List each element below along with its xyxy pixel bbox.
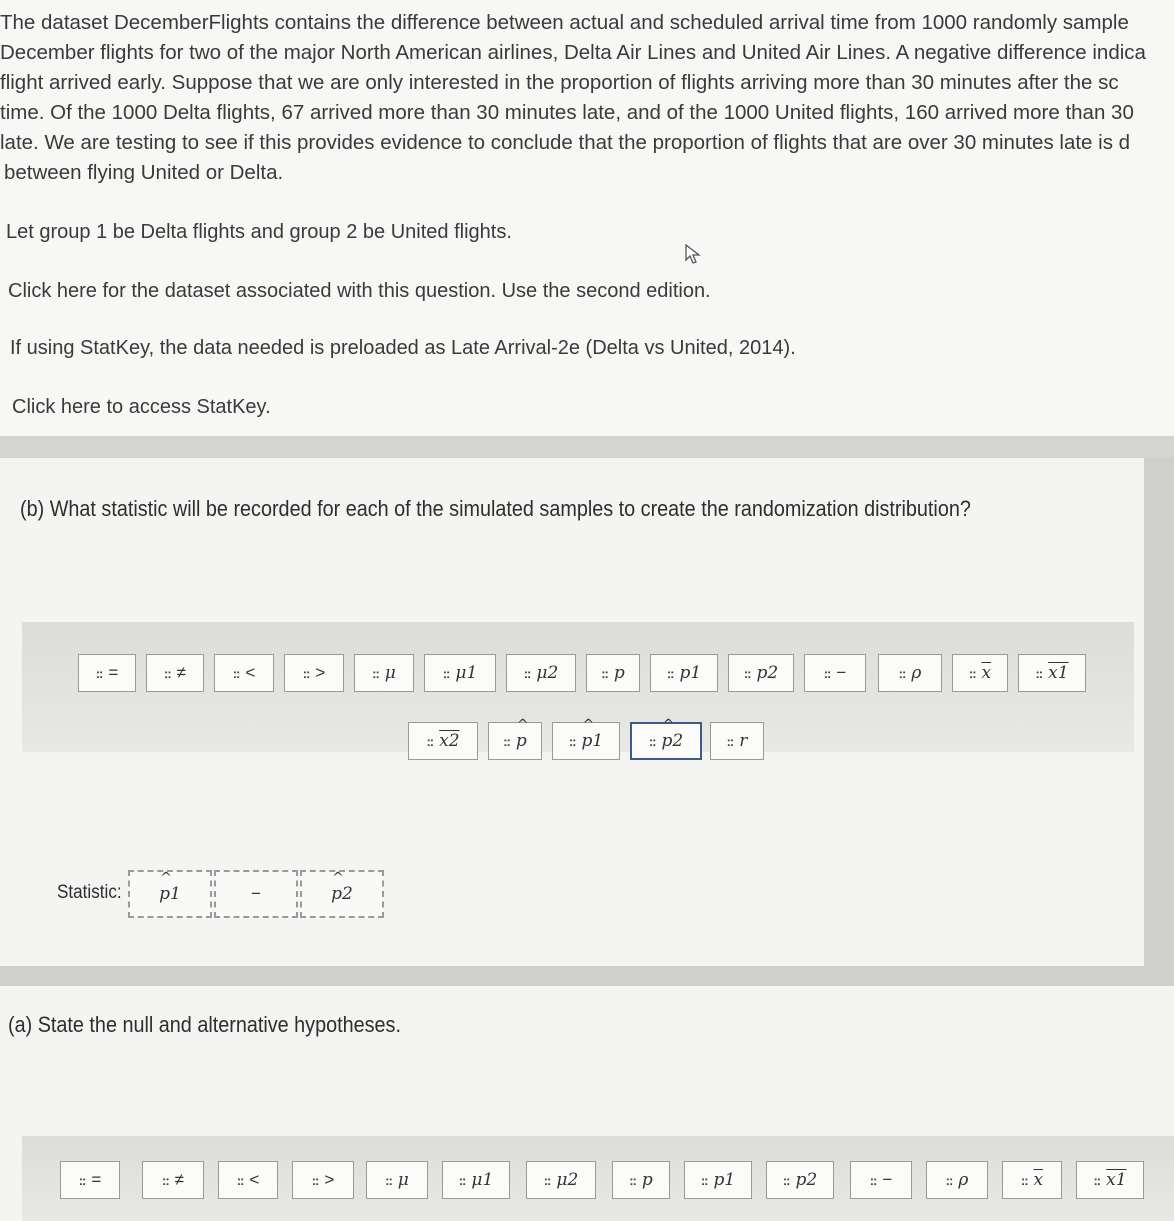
tile-label: x1 (1048, 663, 1069, 683)
tile-label: p1 (713, 1170, 736, 1190)
drag-grip-icon: :: (629, 1172, 636, 1188)
tile-label: p1 (679, 663, 702, 683)
tile-equals[interactable] (78, 654, 136, 692)
tile-mu[interactable] (354, 654, 414, 692)
tile-xbar[interactable] (1002, 1161, 1062, 1199)
drag-grip-icon: :: (869, 1172, 877, 1188)
drag-grip-icon: :: (236, 1172, 244, 1188)
drag-grip-icon: :: (666, 665, 674, 681)
tile-label: p (641, 1170, 653, 1190)
tile-label: $\overline{x}$ (981, 663, 992, 683)
tile-label: μ2 (536, 663, 559, 683)
tile-label: μ2 (556, 1170, 579, 1190)
tile-p2[interactable] (728, 654, 794, 692)
problem-statement (0, 8, 1174, 188)
tile-greater-than[interactable] (292, 1161, 354, 1199)
tile-p1[interactable] (650, 654, 718, 692)
tile-xbar1[interactable] (1076, 1161, 1144, 1199)
tile-mu1[interactable] (424, 654, 496, 692)
drag-grip-icon: :: (95, 665, 103, 681)
statement-line: December flights for two of the major North American airlines, Delta Air Lines and United Air Lines. A negative difference indica (0, 41, 1146, 64)
tile-label: p2 (795, 1170, 818, 1190)
tile-minus[interactable] (804, 654, 866, 692)
drag-grip-icon: :: (1035, 665, 1043, 681)
tile-label: x2 (439, 731, 460, 751)
statistic-label: Statistic: (57, 882, 122, 903)
tile-label: < (249, 1170, 260, 1189)
tile-r[interactable] (710, 722, 764, 760)
tile-label: p2 (756, 663, 779, 683)
statistic-slot-3[interactable] (300, 870, 384, 918)
statement-line: late. We are testing to see if this provides evidence to conclude that the proportion of flights that are over 30 minutes late is d (0, 131, 1131, 154)
tile-label: p (613, 663, 625, 683)
statement-line: flight arrived early. Suppose that we are only interested in the proportion of flights arriving more than 30 minutes after the sc (0, 71, 1119, 94)
mouse-pointer-icon (684, 244, 702, 266)
tile-label: ρ (911, 663, 922, 683)
tile-not-equal[interactable] (146, 654, 204, 692)
drag-grip-icon: :: (163, 665, 171, 681)
part-b-panel (0, 458, 1144, 966)
tile-phat[interactable] (488, 722, 542, 760)
tile-label: < (245, 663, 256, 682)
part-a-panel (0, 986, 1174, 1221)
problem-intro (0, 0, 1174, 436)
statistic-slot-2[interactable] (214, 870, 298, 918)
tile-mu1[interactable] (442, 1161, 510, 1199)
tile-label: ^ p1 (581, 731, 603, 751)
drag-grip-icon: :: (232, 665, 240, 681)
tile-less-than[interactable] (214, 654, 274, 692)
statkey-link[interactable]: Click here to access StatKey. (12, 396, 271, 418)
slot-value: ^ p1 (159, 884, 181, 904)
drag-grip-icon: :: (311, 1172, 319, 1188)
tile-p[interactable] (612, 1161, 670, 1199)
tile-label: ^ p2 (661, 731, 683, 751)
divider (0, 436, 1174, 458)
tile-label: ^ p (516, 731, 527, 751)
tile-phat2[interactable] (630, 722, 702, 760)
dataset-link[interactable]: Click here for the dataset associated with this question. Use the second edition. (8, 280, 711, 302)
slot-value: − (251, 884, 261, 903)
drag-grip-icon: :: (743, 665, 751, 681)
tile-phat1[interactable] (552, 722, 620, 760)
tile-rho[interactable] (878, 654, 942, 692)
drag-grip-icon: :: (945, 1172, 953, 1188)
tile-xbar[interactable] (952, 654, 1008, 692)
tile-label: μ1 (471, 1170, 494, 1190)
drag-grip-icon: :: (726, 733, 734, 749)
tile-p[interactable] (586, 654, 640, 692)
group-definition: Let group 1 be Delta flights and group 2 be United flights. (6, 221, 512, 243)
tile-label: μ1 (455, 663, 478, 683)
part-b-heading: (b) What statistic will be recorded for each of the simulated samples to create the randomization distribution? (20, 496, 971, 521)
statistic-slot-1[interactable] (128, 870, 212, 918)
drag-grip-icon: :: (898, 665, 906, 681)
tile-label: − (882, 1170, 893, 1189)
drag-grip-icon: :: (442, 665, 450, 681)
drag-grip-icon: :: (968, 665, 976, 681)
tile-p2[interactable] (766, 1161, 834, 1199)
tile-label: > (324, 1170, 335, 1189)
drag-grip-icon: :: (700, 1172, 708, 1188)
drag-grip-icon: :: (458, 1172, 466, 1188)
tile-mu[interactable] (366, 1161, 428, 1199)
drag-grip-icon: :: (302, 665, 310, 681)
tile-xbar2[interactable] (408, 722, 478, 760)
statement-line: The dataset DecemberFlights contains the difference between actual and scheduled arrival time from 1000 randomly sample (0, 11, 1129, 34)
tile-xbar1[interactable] (1018, 654, 1086, 692)
drag-grip-icon: :: (385, 1172, 392, 1188)
tile-greater-than[interactable] (284, 654, 344, 692)
drag-grip-icon: :: (161, 1172, 169, 1188)
statement-line: between flying United or Delta. (4, 161, 284, 184)
tile-label: μ (384, 663, 396, 683)
drag-grip-icon: :: (543, 1172, 551, 1188)
drag-grip-icon: :: (568, 733, 576, 749)
drag-grip-icon: :: (1020, 1172, 1028, 1188)
tile-label: > (315, 663, 326, 682)
slot-value: ^ p2 (331, 884, 353, 904)
tile-label: r (739, 731, 748, 751)
drag-grip-icon: :: (648, 733, 656, 749)
drag-grip-icon: :: (372, 665, 379, 681)
tile-label: x1 (1106, 1170, 1127, 1190)
tile-label: μ (397, 1170, 409, 1190)
part-a-heading: (a) State the null and alternative hypotheses. (8, 1012, 401, 1037)
statement-line: time. Of the 1000 Delta flights, 67 arrived more than 30 minutes late, and of the 1000 United flights, 160 arrived more than 30 (0, 101, 1134, 124)
drag-grip-icon: :: (503, 733, 510, 749)
tile-mu2[interactable] (526, 1161, 596, 1199)
tile-less-than[interactable] (218, 1161, 278, 1199)
tile-equals[interactable] (60, 1161, 120, 1199)
tile-minus[interactable] (850, 1161, 912, 1199)
tile-label: ≠ (174, 1170, 184, 1189)
drag-grip-icon: :: (782, 1172, 790, 1188)
tile-label: − (836, 663, 847, 682)
tile-label: $\overline{x}$ (1033, 1170, 1044, 1190)
tile-label: = (91, 1170, 102, 1189)
tile-label: ≠ (176, 663, 186, 682)
drag-grip-icon: :: (601, 665, 608, 681)
drag-grip-icon: :: (426, 733, 434, 749)
tile-label: ρ (958, 1170, 969, 1190)
statkey-note: If using StatKey, the data needed is preloaded as Late Arrival-2e (Delta vs United, 2014). (10, 337, 796, 359)
drag-grip-icon: :: (823, 665, 831, 681)
drag-grip-icon: :: (1093, 1172, 1101, 1188)
tile-label: = (108, 663, 119, 682)
tile-not-equal[interactable] (142, 1161, 204, 1199)
drag-grip-icon: :: (523, 665, 531, 681)
drag-grip-icon: :: (78, 1172, 86, 1188)
tile-rho[interactable] (926, 1161, 988, 1199)
tile-p1[interactable] (684, 1161, 752, 1199)
tile-mu2[interactable] (506, 654, 576, 692)
